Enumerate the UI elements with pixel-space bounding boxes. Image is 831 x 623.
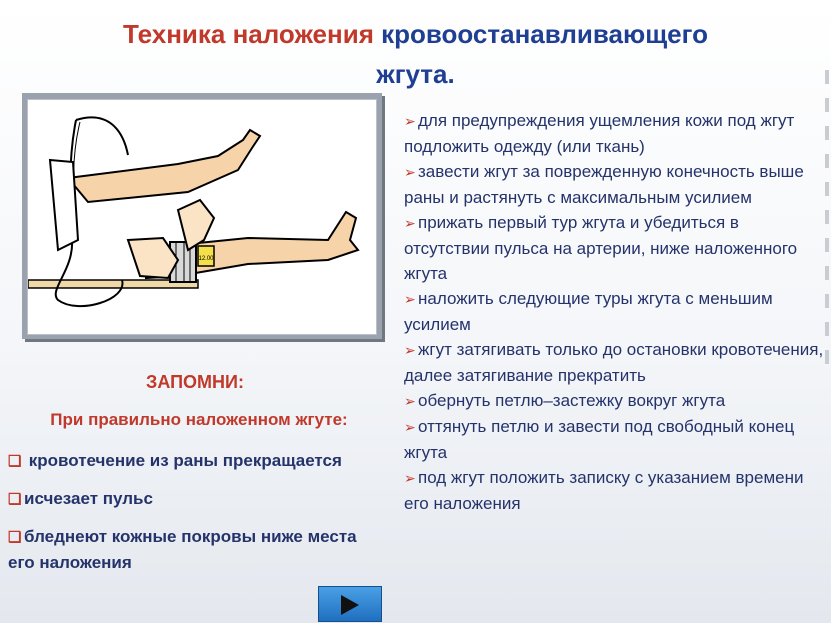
decorative-stripes xyxy=(825,70,829,378)
checkbox-bullet-icon: ❑ xyxy=(8,453,22,470)
list-item: ➢ обернуть петлю–застежку вокруг жгута xyxy=(404,388,824,414)
arrow-bullet-icon: ➢ xyxy=(404,215,416,231)
remember-subheading: При правильно наложенном жгуте: xyxy=(50,410,348,429)
arrow-bullet-icon: ➢ xyxy=(404,342,416,358)
checkbox-bullet-icon: ❑ xyxy=(8,491,22,508)
list-item: ➢ под жгут положить записку с указанием времени его наложения xyxy=(404,468,804,513)
title-line-2: жгута. xyxy=(376,59,455,89)
signs-list xyxy=(8,448,388,587)
title-part-1: Техника наложения xyxy=(123,19,382,49)
arrow-bullet-icon: ➢ xyxy=(404,419,416,435)
steps-list xyxy=(404,108,824,516)
arrow-bullet-icon: ➢ xyxy=(404,470,416,486)
arrow-bullet-icon: ➢ xyxy=(404,164,416,180)
play-icon xyxy=(341,595,359,615)
list-item: ➢ наложить следующие туры жгута с меньшим усилием xyxy=(404,289,773,334)
illustration-frame xyxy=(22,93,382,339)
list-item: ❑ исчезает пульс xyxy=(8,486,388,512)
list-item: ❑ бледнеют кожные покровы ниже места его наложения xyxy=(8,527,357,572)
list-item: ➢ завести жгут за поврежденную конечность выше раны и растянуть с максимальным усилием xyxy=(404,162,804,207)
arrow-bullet-icon: ➢ xyxy=(404,393,416,409)
remember-heading: ЗАПОМНИ: xyxy=(146,372,244,392)
list-item: ➢ жгут затягивать только до остановки кровотечения, далее затягивание прекратить xyxy=(404,340,824,385)
title-part-2: кровоостанавливающего xyxy=(381,19,708,49)
time-note-text: 12.00 xyxy=(198,256,214,262)
tourniquet-illustration xyxy=(27,99,377,335)
slide-title xyxy=(0,14,831,94)
list-item: ❑ кровотечение из раны прекращается xyxy=(8,448,388,474)
list-item: ➢ прижать первый тур жгута и убедиться в отсутствии пульса на артерии, ниже наложенного жгута xyxy=(404,213,798,283)
list-item: ➢ оттянуть петлю и завести под свободный конец жгута xyxy=(404,417,795,462)
leg-tourniquet-drawing xyxy=(28,100,376,334)
list-item: ➢ для предупреждения ущемления кожи под жгут подложить одежду (или ткань) xyxy=(404,111,795,156)
arrow-bullet-icon: ➢ xyxy=(404,113,416,129)
arrow-bullet-icon: ➢ xyxy=(404,291,416,307)
next-slide-button[interactable] xyxy=(318,586,382,622)
checkbox-bullet-icon: ❑ xyxy=(8,529,22,546)
